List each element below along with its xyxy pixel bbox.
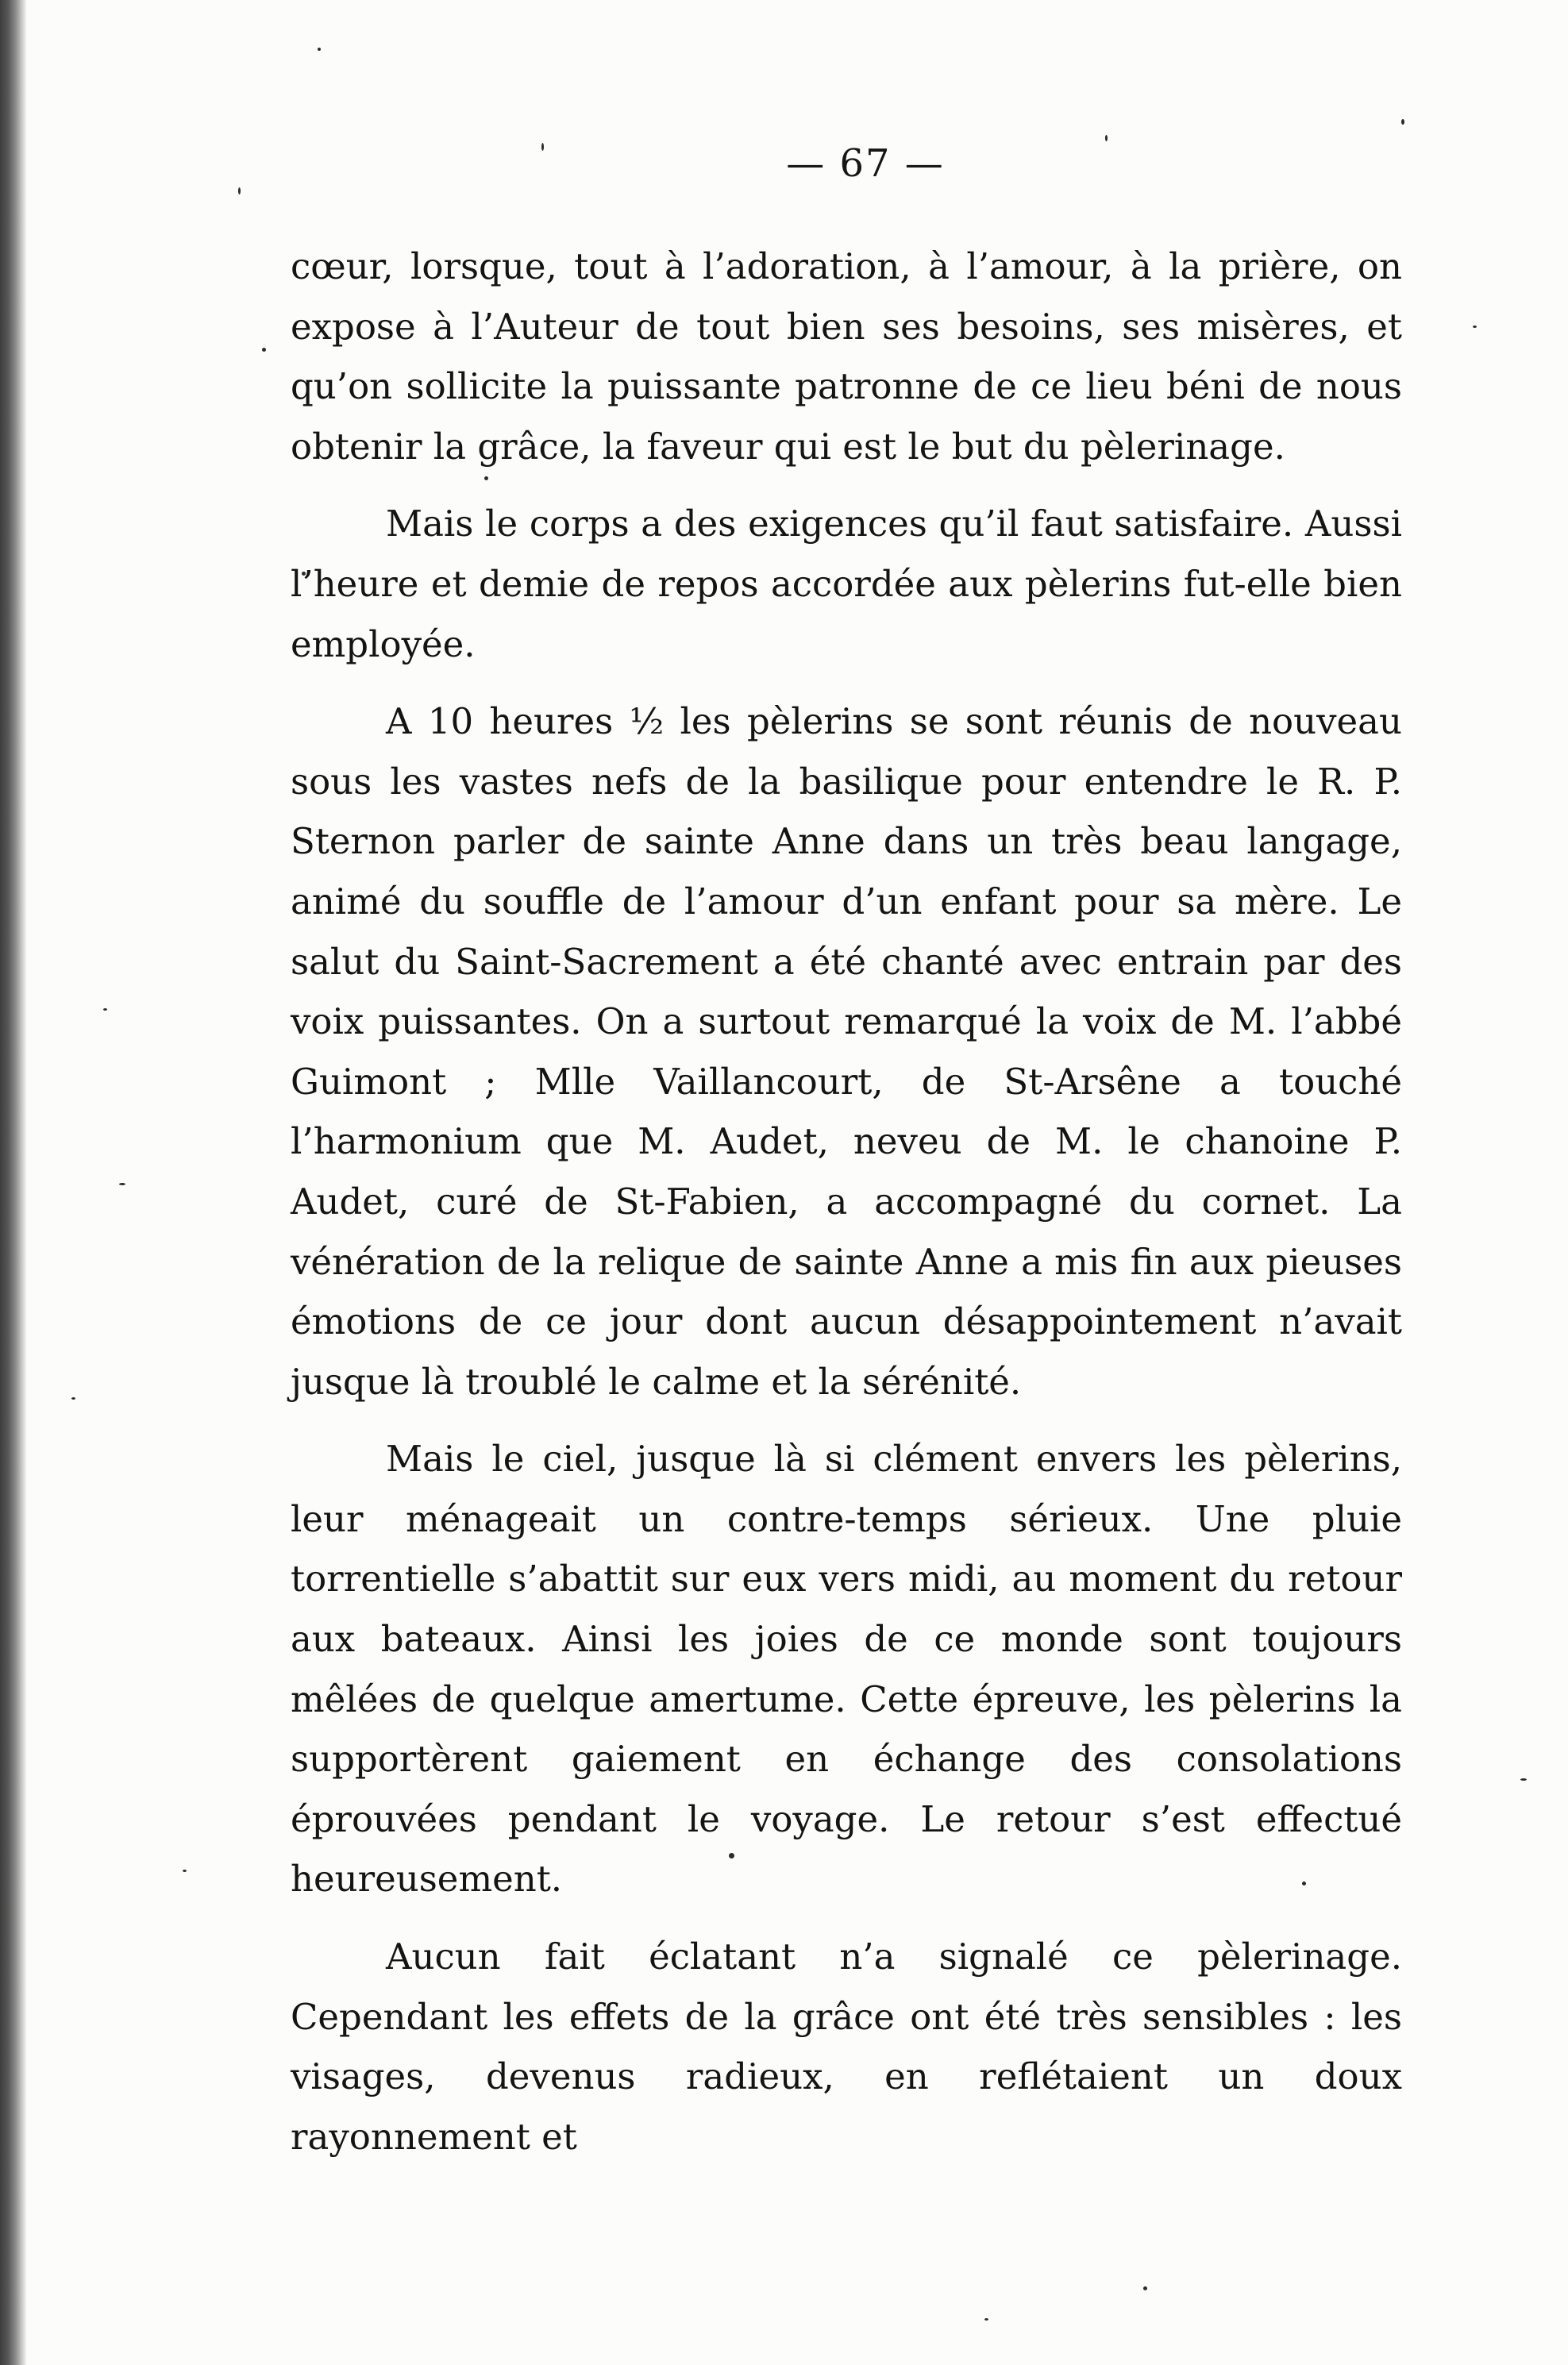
body-text xyxy=(291,237,1402,2184)
ink-speck xyxy=(103,1008,107,1011)
ink-speck xyxy=(262,348,266,352)
ink-speck xyxy=(1105,135,1108,141)
ink-speck xyxy=(318,48,321,51)
ink-speck xyxy=(238,187,241,195)
ink-speck xyxy=(119,1183,125,1185)
ink-speck xyxy=(1473,325,1477,328)
paragraph: Mais le ciel, jusque là si clément envers les pèlerins, leur ménageait un contre-temps sérieux. Une pluie torrentielle s’abattit sur eux vers midi, au moment du retour aux bateaux. Ainsi les joies de ce monde sont toujours mêlées de quelque amertume. Cette épreuve, les pèlerins la supportèrent gaiement en échange des consolations éprouvées pendant le voyage. Le retour s’est effectué heureusement. xyxy=(291,1438,1402,1901)
paragraph: Mais le corps a des exigences qu’il faut satisfaire. Aussi l’heure et demie de repos accordée aux pèlerins fut-elle bien employée. xyxy=(291,503,1402,665)
ink-speck xyxy=(1520,1778,1527,1781)
paragraph: Aucun fait éclatant n’a signalé ce pèlerinage. Cependant les effets de la grâce ont été très sensibles : les visages, devenus radieux, en reflétaient un doux rayonnement et xyxy=(291,1936,1402,2158)
paragraph: cœur, lorsque, tout à l’adoration, à l’amour, à la prière, on expose à l’Auteur de tout bien ses besoins, ses misères, et qu’on sollicite la puissante patronne de ce lieu béni de nous obtenir la grâce, la faveur qui est le but du pèlerinage. xyxy=(291,245,1402,468)
ink-speck xyxy=(984,2318,988,2321)
paragraph: A 10 heures ½ les pèlerins se sont réunis de nouveau sous les vastes nefs de la basilique pour entendre le R. P. Sternon parler de sainte Anne dans un très beau langage, animé du souffle de l’amour d’un enfant pour sa mère. Le salut du Saint-Sacrement a été chanté avec entrain par des voix puissantes. On a surtout remarqué la voix de M. l’abbé Guimont ; Mlle Vaillancourt, de St-Arsêne a touché l’harmonium que M. Audet, neveu de M. le chanoine P. Audet, curé de St-Fabien, a accompagné du cornet. La vénération de la relique de sainte Anne a mis fin aux pieuses émotions de ce jour dont aucun désappointement n’avait jusque là troublé le calme et la sérénité. xyxy=(291,700,1402,1403)
page-number: — 67 — xyxy=(786,141,945,186)
ink-speck xyxy=(71,1397,75,1400)
ink-speck xyxy=(1143,2286,1147,2290)
binding-edge xyxy=(0,0,27,2365)
ink-speck xyxy=(183,1870,187,1872)
ink-speck xyxy=(1401,119,1404,125)
